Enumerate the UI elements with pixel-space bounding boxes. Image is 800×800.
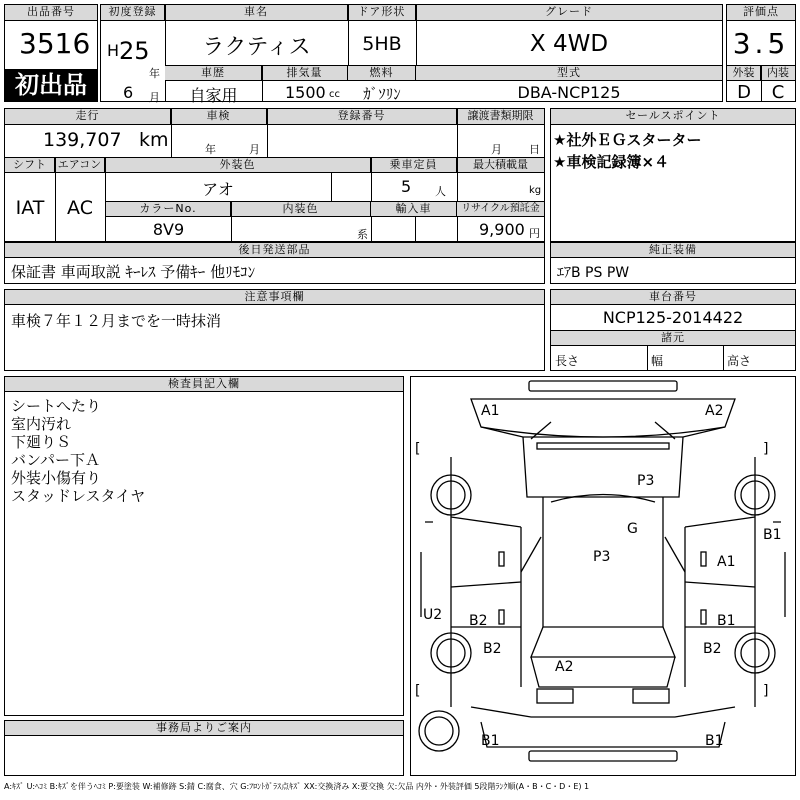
transfer-month-unit: 月: [491, 143, 502, 156]
score-label: 評価点: [727, 5, 795, 21]
inspector-label: 検査員記入欄: [5, 377, 403, 392]
displacement-unit: cc: [329, 89, 340, 100]
mark-right-rocker: B1: [763, 527, 782, 543]
bracket-right-front: ]: [763, 441, 769, 457]
shift-value: IAT: [15, 197, 45, 219]
car-diagram: [411, 377, 795, 775]
office-label: 事務局よりご案内: [5, 721, 403, 736]
transfer-day-unit: 日: [529, 143, 540, 156]
exterior-label: 外装: [727, 66, 761, 81]
score-box: [726, 4, 796, 102]
year-unit: 年: [149, 67, 160, 80]
length-label: 長さ: [555, 354, 580, 368]
capacity-unit: 人: [435, 185, 446, 198]
equipment-box: [550, 242, 796, 284]
inspection-label: 車検: [171, 109, 267, 125]
notes-box: [4, 289, 545, 371]
reg-month: 6: [123, 83, 134, 102]
exterior-grade: D: [737, 82, 751, 103]
car-name: ラクティス: [202, 35, 311, 60]
month-unit: 月: [149, 91, 160, 104]
score-value: 3.5: [732, 27, 790, 60]
era-prefix: H: [107, 41, 120, 60]
mark-right-side-b1: B1: [717, 613, 736, 629]
height-label: 高さ: [727, 354, 752, 368]
inspector-line: シートへたり: [11, 397, 102, 415]
ac-value: AC: [67, 197, 93, 219]
recycle-unit: 円: [529, 227, 540, 240]
inspector-line: バンパー下Ａ: [11, 451, 100, 469]
followup-box: [4, 242, 545, 284]
ac-label: エアコン: [55, 158, 105, 173]
specs-box: [4, 108, 545, 242]
sales-points-box: [550, 108, 796, 242]
transfer-label: 譲渡書類期限: [457, 109, 544, 125]
mileage-label: 走行: [5, 109, 171, 125]
color-no-value: 8V9: [152, 220, 185, 239]
history-value: 自家用: [189, 86, 238, 105]
first-reg-label: 初度登録: [101, 5, 165, 21]
max-load-label: 最大積載量: [457, 158, 544, 173]
ext-color-label: 外装色: [105, 158, 371, 173]
model-code: DBA-NCP125: [517, 83, 621, 102]
capacity-value: 5: [401, 177, 412, 196]
grade-label: グレード: [416, 5, 722, 21]
bracket-left-front: [: [415, 441, 421, 457]
inspector-line: 外装小傷有り: [11, 469, 102, 487]
door-label: ドア形状: [348, 5, 416, 21]
mark-left-door: B2: [469, 613, 488, 629]
followup-text: 保証書 車両取説 ｷｰﾚｽ 予備ｷｰ 他ﾘﾓｺﾝ: [11, 263, 256, 281]
recycle-label: リサイクル預託金: [457, 202, 544, 217]
interior-label: 内装: [761, 66, 795, 81]
sales-points-label: セールスポイント: [551, 109, 795, 125]
reg-no-label: 登録番号: [267, 109, 457, 125]
followup-label: 後日発送部品: [5, 243, 544, 258]
mark-left-rocker: U2: [423, 607, 443, 623]
inspector-box: [4, 376, 404, 716]
inspector-line: 下廻りＳ: [11, 433, 72, 451]
lot-label: 出品番号: [5, 5, 97, 21]
capacity-label: 乗車定員: [371, 158, 457, 173]
chassis-box: [550, 289, 796, 371]
door-type: 5HB: [362, 33, 402, 55]
grade-value: X 4WD: [529, 31, 609, 57]
car-name-label: 車名: [165, 5, 348, 21]
first-listing-badge: 初出品: [5, 69, 97, 101]
chassis-number: NCP125-2014422: [602, 308, 744, 327]
legend-text: A:ｷｽﾞ U:ﾍｺﾐ B:ｷｽﾞを伴うﾍｺﾐ P:要塗装 W:補修跡 S:錆 C:腐食、穴 G:ﾌﾛﾝﾄｶﾞﾗｽ点ｷｽﾞ XX:交換済み X:要交換 欠:欠品 内外・外装評価 5段階ﾗﾝｸ順(A・B・C・D・E) 1: [4, 782, 590, 791]
mark-right-door: A1: [717, 554, 736, 570]
inspector-line: スタッドレスタイヤ: [11, 487, 146, 505]
lot-number: 3516: [19, 27, 91, 60]
lot-box: [4, 4, 98, 102]
mark-left-rear: B2: [483, 641, 502, 657]
max-load-unit: kg: [529, 185, 542, 196]
mileage-unit: km: [139, 129, 169, 151]
width-label: 幅: [651, 354, 664, 368]
office-box: [4, 720, 404, 776]
int-color-unit: 系: [357, 228, 368, 241]
car-diagram-box: [410, 376, 796, 776]
mark-roof: P3: [637, 473, 655, 489]
mark-right-rear: B2: [703, 641, 722, 657]
mark-bottom-right: B1: [705, 733, 724, 749]
int-color-label: 内装色: [231, 202, 371, 217]
mark-front-right: A2: [705, 403, 724, 419]
inspector-line: 室内汚れ: [11, 415, 72, 433]
fuel-label: 燃料: [348, 66, 416, 81]
import-label: 輸入車: [371, 202, 457, 217]
reg-year: 25: [119, 37, 150, 65]
fuel-value: ｶﾞｿﾘﾝ: [363, 85, 401, 103]
color-no-label: カラーNo.: [106, 202, 231, 217]
mark-roof-g: G: [627, 521, 638, 537]
bracket-right-rear: ]: [763, 683, 769, 699]
inspection-year-unit: 年: [205, 143, 216, 156]
notes-text: 車検７年１２月までを一時抹消: [11, 312, 222, 330]
sales-point-item: ★車検記録簿×４: [553, 153, 670, 171]
interior-grade: C: [771, 82, 785, 103]
displacement-label: 排気量: [262, 66, 348, 81]
ext-color-value: アオ: [202, 180, 234, 199]
shift-label: シフト: [5, 158, 55, 173]
history-label: 車歴: [165, 66, 262, 81]
mark-bottom-left: B1: [481, 733, 500, 749]
mark-front-left: A1: [481, 403, 500, 419]
recycle-value: 9,900: [479, 220, 525, 239]
bracket-left-rear: [: [415, 683, 421, 699]
equipment-text: ｴｱB PS PW: [557, 265, 630, 281]
mileage-value: 139,707: [43, 129, 122, 151]
vehicle-header-box: [100, 4, 723, 105]
inspection-month-unit: 月: [249, 143, 260, 156]
notes-label: 注意事項欄: [5, 290, 544, 305]
displacement-value: 1500: [285, 83, 326, 102]
sales-point-item: ★社外ＥＧスターター: [553, 131, 702, 149]
dims-label: 諸元: [551, 331, 795, 346]
chassis-label: 車台番号: [551, 290, 795, 305]
model-label: 型式: [416, 66, 722, 81]
mark-rear: A2: [555, 659, 574, 675]
mark-cabin: P3: [593, 549, 611, 565]
equipment-label: 純正装備: [551, 243, 795, 258]
